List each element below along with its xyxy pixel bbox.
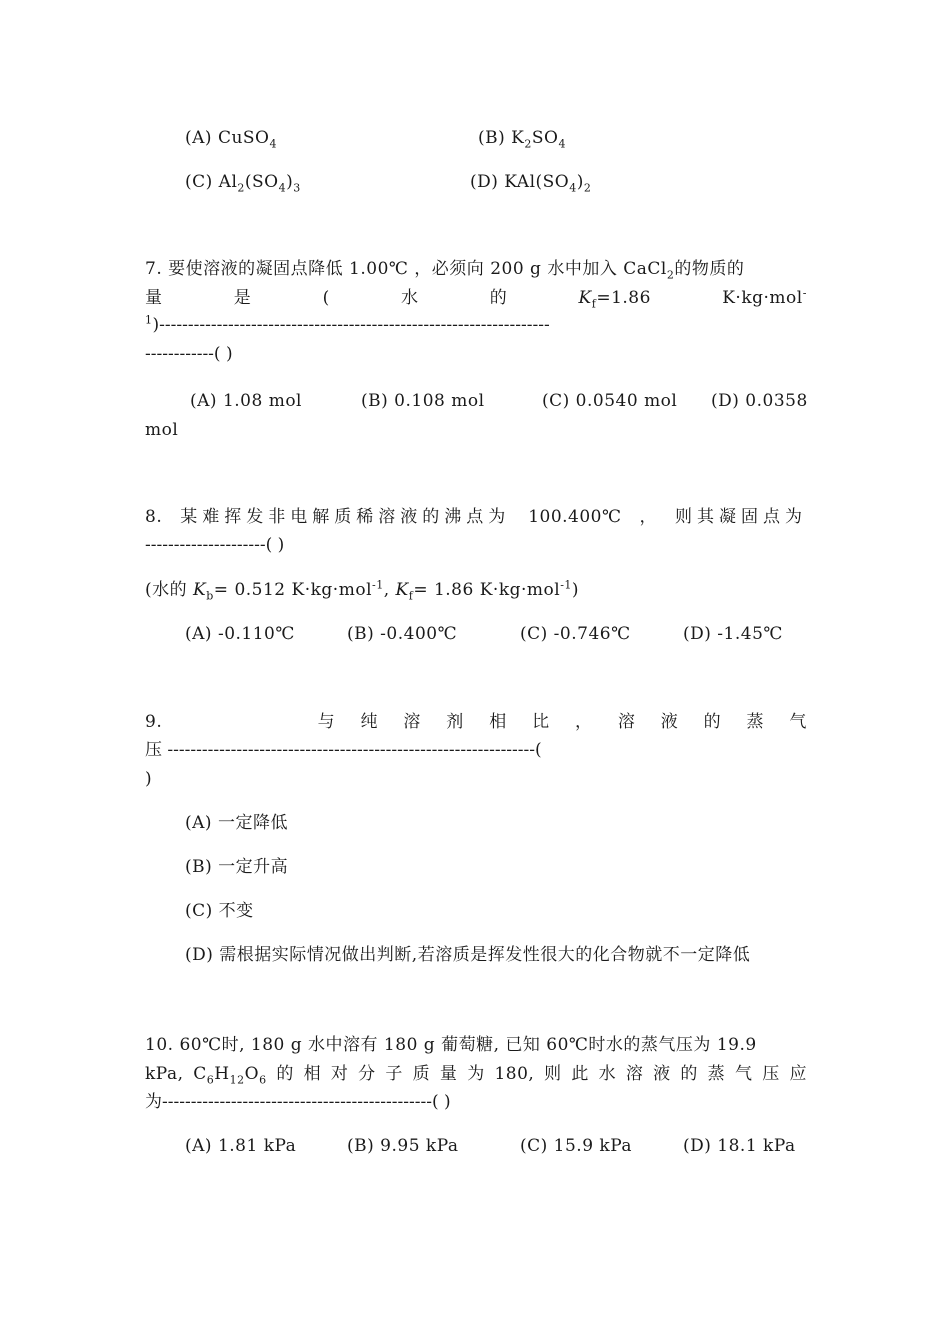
q7-stem-line2: 量 是 ( 水 的 $K_f=1.86$ K·kg·mol-: [145, 286, 807, 311]
q9-stem-line2: 压 ----------------------------------------------------------------(: [145, 740, 542, 760]
q10-option-c: (C) 15.9 kPa: [520, 1136, 633, 1156]
q8-option-d: (D) -1.45℃: [683, 624, 783, 644]
q9-answer-blank: ): [145, 769, 153, 789]
q8-constants: (水的 $K_b= 0.512$ K·kg·mol$^{-1}$, $K_f= 1.86$ K·kg·mol$^{-1}$): [145, 578, 580, 603]
q8-option-b: (B) -0.400℃: [347, 624, 458, 644]
q6-option-b: (B) $K_2SO_4$: [478, 128, 566, 151]
q8-option-a: (A) -0.110℃: [185, 624, 295, 644]
q7-option-c: (C) 0.0540 mol: [542, 391, 678, 411]
q10-stem-line1: 10. 60℃时, 180 g 水中溶有 180 g 葡萄糖, 已知 60℃时水的蒸气压为 19.9: [145, 1035, 757, 1055]
q7-option-d: (D) 0.0358: [711, 391, 808, 411]
q9-option-d: (D) 需根据实际情况做出判断,若溶质是挥发性很大的化合物就不一定降低: [185, 945, 751, 965]
q10-option-d: (D) 18.1 kPa: [683, 1136, 796, 1156]
q7-option-b: (B) 0.108 mol: [361, 391, 485, 411]
q7-option-d-cont: mol: [145, 420, 179, 440]
q7-option-a: (A) 1.08 mol: [190, 391, 302, 411]
q7-stem-line1: 7. 要使溶液的凝固点降低 1.00℃ ，必须向 200 g 水中加入 CaCl$_2$的物质的: [145, 259, 745, 282]
q9-option-a: (A) 一定降低: [185, 813, 288, 833]
q7-stem-line3: $^1$)--------------------------------------------------------------------: [145, 313, 550, 335]
q9-option-b: (B) 一定升高: [185, 857, 289, 877]
q10-stem-line2: kPa, $C_6H_{12}O_6$ 的 相 对 分 子 质 量 为 180, 则 此 水 溶 液 的 蒸 气 压 应: [145, 1064, 807, 1087]
q6-option-d: (D) $KAl(SO_4)_2$: [470, 172, 592, 195]
q7-answer-blank: ------------( ): [145, 344, 233, 364]
q10-option-a: (A) 1.81 kPa: [185, 1136, 297, 1156]
q9-stem-line1: 9. 与 纯 溶 剂 相 比 ， 溶 液 的 蒸 气: [145, 712, 807, 732]
q6-option-a: (A) CuSO$_4$: [185, 128, 277, 151]
q10-option-b: (B) 9.95 kPa: [347, 1136, 459, 1156]
q8-option-c: (C) -0.746℃: [520, 624, 631, 644]
q10-answer-blank: 为-----------------------------------------------( ): [145, 1092, 451, 1112]
q6-option-c: (C) $Al_2(SO_4)_3$: [185, 172, 301, 195]
q8-stem-line1: 8. 某难挥发非电解质稀溶液的沸点为 100.400℃ ， 则其凝固点为: [145, 507, 807, 527]
q8-answer-blank: ---------------------( ): [145, 535, 285, 555]
q9-option-c: (C) 不变: [185, 901, 254, 921]
